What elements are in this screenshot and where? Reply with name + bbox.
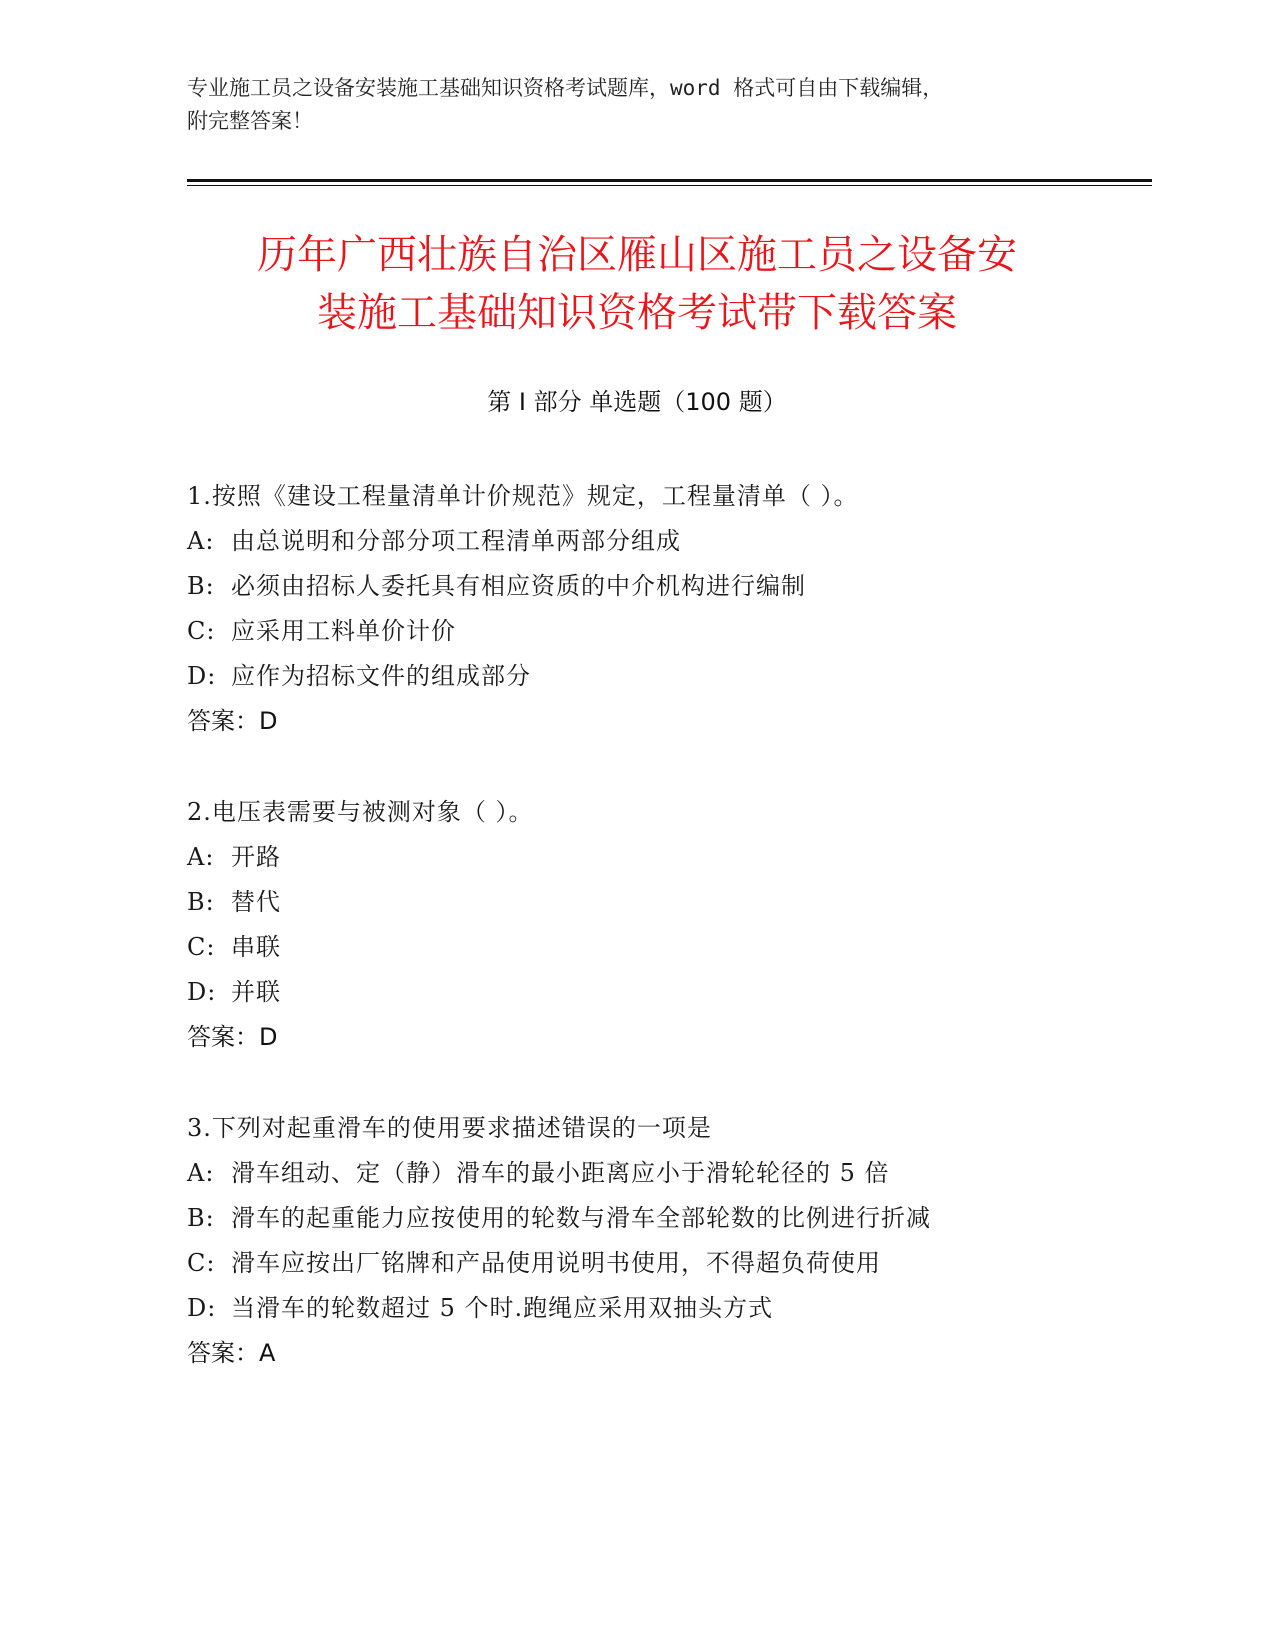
question-2: [187, 790, 1147, 1060]
option-b: [187, 880, 1147, 925]
header-divider-thick: [187, 179, 1152, 182]
document-title-line-1: 历年广西壮族自治区雁山区施工员之设备安: [257, 232, 1017, 278]
question-stem: 3.下列对起重滑车的使用要求描述错误的一项是: [187, 1114, 712, 1142]
option-key: A:: [187, 843, 215, 871]
option-text: 必须由招标人委托具有相应资质的中介机构进行编制: [231, 572, 806, 600]
option-text: 应作为招标文件的组成部分: [231, 662, 531, 690]
header-note-line-2: 附完整答案！: [187, 109, 313, 133]
question-3: [187, 1106, 1147, 1376]
option-key: B:: [187, 572, 215, 600]
document-title: [187, 226, 1087, 342]
answer: 答案：D: [187, 707, 278, 735]
section-heading: 第 I 部分 单选题（100 题）: [487, 388, 787, 416]
option-text: 当滑车的轮数超过 5 个时.跑绳应采用双抽头方式: [231, 1294, 774, 1322]
question-1: [187, 474, 1147, 744]
header-note-line-1: 专业施工员之设备安装施工基础知识资格考试题库，word 格式可自由下载编辑，: [187, 76, 944, 100]
question-stem: 1.按照《建设工程量清单计价规范》规定，工程量清单（ ）。: [187, 482, 859, 510]
option-key: A:: [187, 527, 215, 555]
answer: 答案：D: [187, 1023, 278, 1051]
question-stem: 2.电压表需要与被测对象（ ）。: [187, 798, 534, 826]
option-text: 由总说明和分部分项工程清单两部分组成: [231, 527, 681, 555]
option-text: 开路: [231, 843, 281, 871]
option-key: C:: [187, 933, 216, 961]
option-key: C:: [187, 617, 216, 645]
option-text: 并联: [231, 978, 281, 1006]
option-text: 替代: [231, 888, 281, 916]
option-c: [187, 925, 1147, 970]
header-divider-thin: [187, 185, 1152, 186]
option-key: A:: [187, 1159, 215, 1187]
answer: 答案：A: [187, 1339, 276, 1367]
header-note: [187, 72, 1077, 138]
option-d: [187, 654, 1147, 699]
option-text: 滑车的起重能力应按使用的轮数与滑车全部轮数的比例进行折减: [231, 1204, 931, 1232]
question-list: [187, 474, 1147, 1422]
option-a: [187, 835, 1147, 880]
option-key: D:: [187, 1294, 217, 1322]
option-key: B:: [187, 1204, 215, 1232]
option-d: [187, 970, 1147, 1015]
option-key: D:: [187, 978, 217, 1006]
option-d: [187, 1286, 1147, 1331]
option-text: 串联: [231, 933, 281, 961]
document-title-line-2: 装施工基础知识资格考试带下载答案: [317, 290, 957, 336]
option-text: 应采用工料单价计价: [231, 617, 456, 645]
option-b: [187, 1196, 1147, 1241]
option-key: B:: [187, 888, 215, 916]
option-a: [187, 1151, 1147, 1196]
option-text: 滑车组动、定（静）滑车的最小距离应小于滑轮轮径的 5 倍: [231, 1159, 890, 1187]
option-c: [187, 1241, 1147, 1286]
option-a: [187, 519, 1147, 564]
option-text: 滑车应按出厂铭牌和产品使用说明书使用，不得超负荷使用: [231, 1249, 881, 1277]
option-key: C:: [187, 1249, 216, 1277]
option-key: D:: [187, 662, 217, 690]
option-c: [187, 609, 1147, 654]
option-b: [187, 564, 1147, 609]
